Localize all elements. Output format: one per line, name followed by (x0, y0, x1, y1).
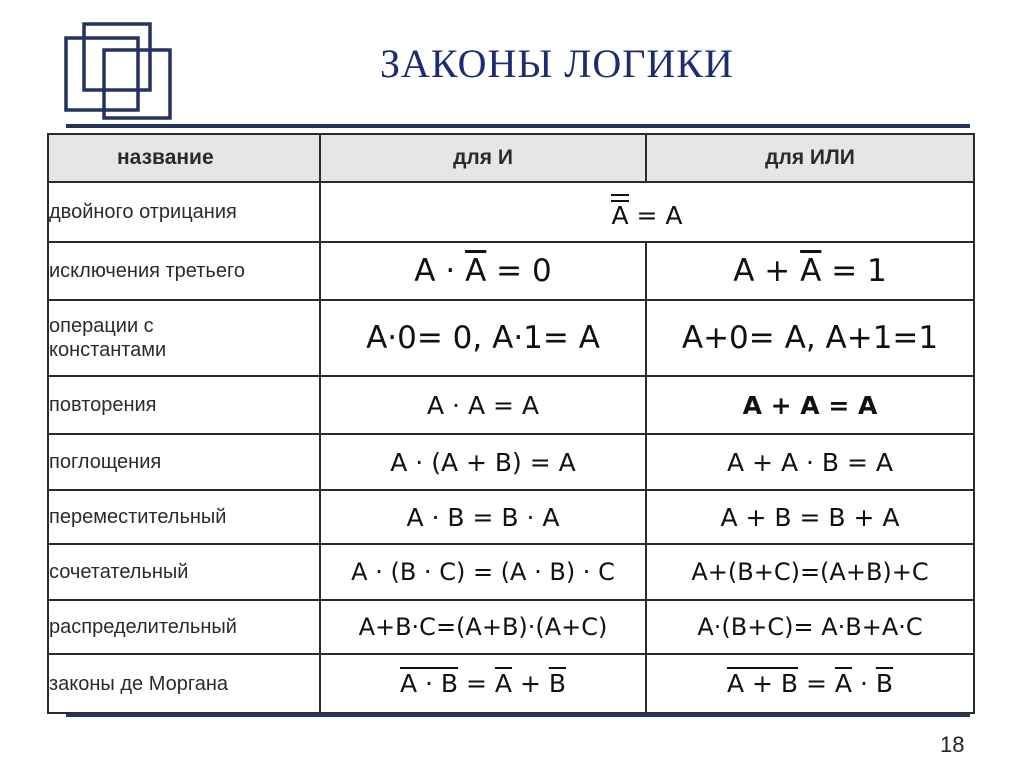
top-divider (66, 124, 970, 128)
table-row (48, 654, 974, 713)
logo-squares-icon (60, 20, 178, 124)
formula-or: A·(B+C)= A·B+A·C (646, 600, 974, 654)
table-row (48, 434, 974, 490)
formula-and: A+B·C=(A+B)·(A+C) (320, 600, 646, 654)
double-overline-a: A (611, 194, 628, 228)
header-and: для И (320, 134, 646, 182)
law-name: поглощения (48, 434, 320, 490)
page-number: 18 (940, 732, 965, 757)
table-row (48, 376, 974, 434)
formula-or: $A + \overline{A} = 1$ (646, 242, 974, 300)
table-row (48, 490, 974, 544)
overline-a: $\overline{A}$ (800, 253, 822, 289)
formula-and: $A \cdot \overline{A} = 0$ (320, 242, 646, 300)
table-row (48, 600, 974, 654)
overline-a: $\overline{A}$ (465, 253, 487, 289)
table-header-row (48, 134, 974, 182)
formula-or: A + B = B + A (646, 490, 974, 544)
table-row (48, 182, 974, 242)
table-row (48, 300, 974, 376)
formula-or: A + A = A (646, 376, 974, 434)
overline-b: $\overline{B}$ (875, 669, 894, 698)
logic-laws-table (47, 133, 975, 714)
formula-and: A · A = A (320, 376, 646, 434)
law-name: двойного отрицания (48, 182, 320, 242)
overline-a: $\overline{A}$ (494, 669, 513, 698)
formula-and: $A \cdot B = \overline{A} + \overline{B}$ (320, 654, 646, 713)
page-title: ЗАКОНЫ ЛОГИКИ (380, 41, 734, 86)
formula-text: = A (636, 201, 683, 230)
table-row (48, 544, 974, 600)
overline-b: $\overline{B}$ (548, 669, 567, 698)
formula-and: A·0= 0, A·1= A (320, 300, 646, 376)
formula-or: A+(B+C)=(A+B)+C (646, 544, 974, 600)
law-name: законы де Моргана (48, 654, 320, 713)
formula-or: $A + B = \overline{A} \cdot \overline{B}$ (646, 654, 974, 713)
bottom-divider (66, 713, 970, 717)
demorgan-or-left: A + B (726, 669, 799, 698)
law-name-line2: константами (49, 339, 167, 361)
law-name: распределительный (48, 600, 320, 654)
header-or: для ИЛИ (646, 134, 974, 182)
formula-double-negation (320, 182, 974, 242)
overline-a: $\overline{A}$ (834, 669, 853, 698)
formula-and: A · B = B · A (320, 490, 646, 544)
law-name-line1: операции с (49, 315, 154, 337)
law-name: сочетательный (48, 544, 320, 600)
formula-or: A+0= A, A+1=1 (646, 300, 974, 376)
law-name: исключения третьего (48, 242, 320, 300)
law-name: повторения (48, 376, 320, 434)
formula-and: A · (B · C) = (A · B) · C (320, 544, 646, 600)
law-name (48, 300, 320, 376)
formula-and: A · (A + B) = A (320, 434, 646, 490)
demorgan-and-left: A · B (399, 669, 459, 698)
table-row (48, 242, 974, 300)
law-name: переместительный (48, 490, 320, 544)
header-name: название (48, 134, 320, 182)
formula-or: A + A · B = A (646, 434, 974, 490)
